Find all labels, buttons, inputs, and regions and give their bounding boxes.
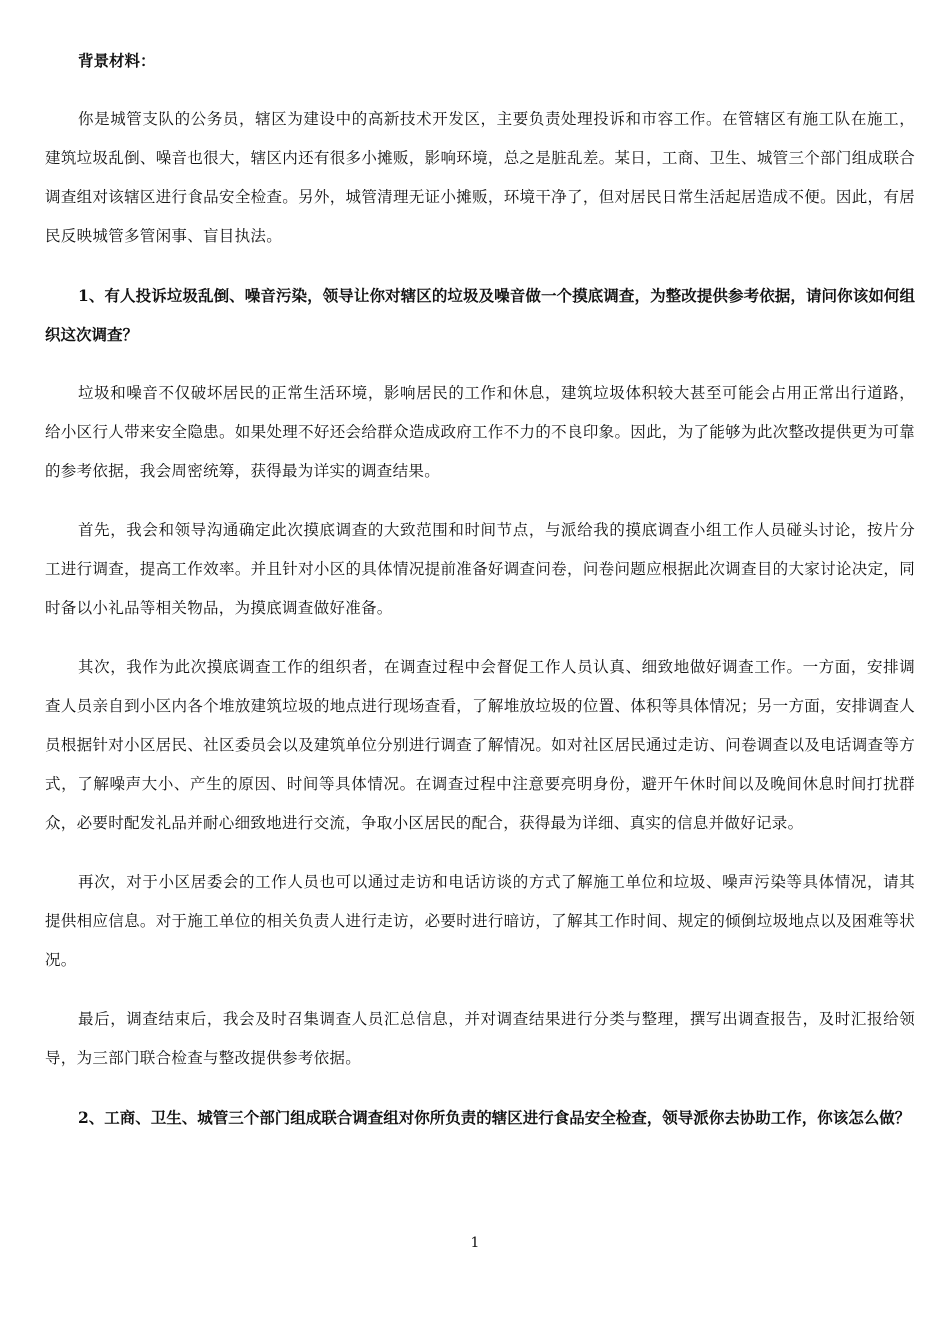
answer-paragraph-4: 再次，对于小区居委会的工作人员也可以通过走访和电话访谈的方式了解施工单位和垃圾、噪声污染等具体情况，请其提供相应信息。对于施工单位的相关负责人进行走访，必要时进行暗访，了解其工作时间、规定的倾倒垃圾地点以及困难等状况。 — [45, 873, 915, 969]
document-body — [45, 41, 915, 1137]
answer-paragraph-2: 首先，我会和领导沟通确定此次摸底调查的大致范围和时间节点，与派给我的摸底调查小组工作人员碰头讨论，按片分工进行调查，提高工作效率。并且针对小区的具体情况提前准备好调查问卷，问卷问题应根据此次调查目的大家讨论决定，同时备以小礼品等相关物品，为摸底调查做好准备。 — [45, 521, 915, 617]
question-2: 2、工商、卫生、城管三个部门组成联合调查组对你所负责的辖区进行食品安全检查，领导派你去协助工作，你该怎么做？ — [78, 1108, 911, 1127]
background-paragraph: 你是城管支队的公务员，辖区为建设中的高新技术开发区，主要负责处理投诉和市容工作。在管辖区有施工队在施工，建筑垃圾乱倒、噪音也很大，辖区内还有很多小摊贩，影响环境，总之是脏乱差。某日，工商、卫生、城管三个部门组成联合调查组对该辖区进行食品安全检查。另外，城管清理无证小摊贩，环境干净了，但对居民日常生活起居造成不便。因此，有居民反映城管多管闲事、盲目执法。 — [45, 110, 915, 245]
spacer — [45, 843, 915, 863]
answer-paragraph-3: 其次，我作为此次摸底调查工作的组织者，在调查过程中会督促工作人员认真、细致地做好调查工作。一方面，安排调查人员亲自到小区内各个堆放建筑垃圾的地点进行现场查看，了解堆放垃圾的位置、体积等具体情况；另一方面，安排调查人员根据针对小区居民、社区委员会以及建筑单位分别进行调查了解情况。如对社区居民通过走访、问卷调查以及电话调查等方式，了解噪声大小、产生的原因、时间等具体情况。在调查过程中注意要亮明身份，避开午休时间以及晚间休息时间打扰群众，必要时配发礼品并耐心细致地进行交流，争取小区居民的配合，获得最为详细、真实的信息并做好记录。 — [45, 658, 915, 832]
spacer — [45, 628, 915, 648]
spacer — [45, 980, 915, 1000]
answer-paragraph-5: 最后，调查结束后，我会及时召集调查人员汇总信息，并对调查结果进行分类与整理，撰写出调查报告，及时汇报给领导，为三部门联合检查与整改提供参考依据。 — [45, 1010, 915, 1067]
section-heading: 背景材料： — [78, 51, 156, 70]
answer-paragraph-1: 垃圾和噪音不仅破坏居民的正常生活环境，影响居民的工作和休息，建筑垃圾体积较大甚至可能会占用正常出行道路，给小区行人带来安全隐患。如果处理不好还会给群众造成政府工作不力的不良印象。因此，为了能够为此次整改提供更为可靠的参考依据，我会周密统筹，获得最为详实的调查结果。 — [45, 384, 915, 480]
spacer — [45, 354, 915, 374]
spacer — [45, 80, 915, 100]
spacer — [45, 1078, 915, 1098]
spacer — [45, 256, 915, 276]
question-1: 1、有人投诉垃圾乱倒、噪音污染，领导让你对辖区的垃圾及噪音做一个摸底调查，为整改提供参考依据，请问你该如何组织这次调查？ — [45, 286, 915, 344]
page-number: 1 — [470, 1235, 480, 1251]
spacer — [45, 491, 915, 511]
